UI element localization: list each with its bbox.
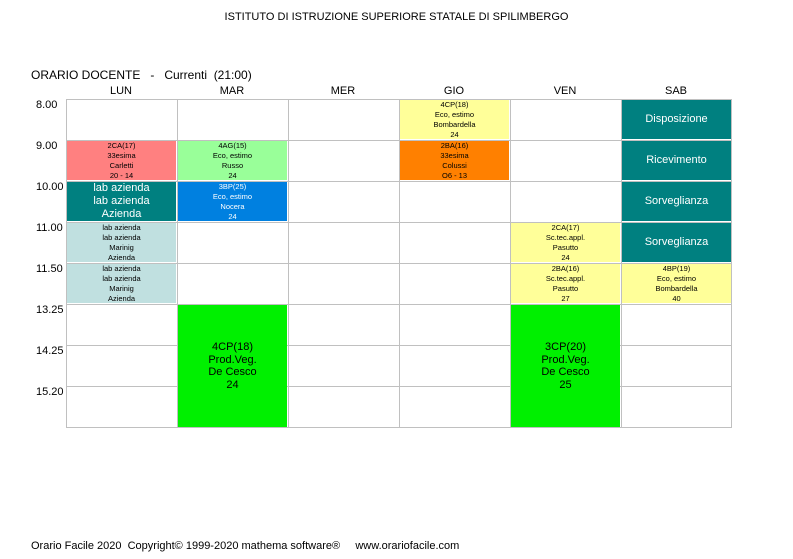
grid-line (66, 345, 732, 346)
school-title: ISTITUTO DI ISTRUZIONE SUPERIORE STATALE DI SPILIMBERGO (224, 11, 569, 23)
lesson-cell-gio-2[interactable]: 2BA(16) 33esima Colussi O6 - 13 (400, 141, 509, 180)
lesson-cell-sab-4[interactable]: Sorveglianza (622, 223, 731, 262)
grid-line (66, 386, 732, 387)
time-label: 10.00 (36, 181, 64, 193)
day-header-ven: VEN (553, 85, 577, 97)
report-title: ORARIO DOCENTE - Currenti (21:00) (31, 68, 252, 82)
day-header-mer: MER (330, 85, 356, 97)
day-header-lun: LUN (109, 85, 132, 97)
lesson-cell-lun-3[interactable]: lab azienda lab azienda Azienda (67, 182, 176, 221)
time-label: 8.00 (36, 99, 58, 111)
lesson-cell-sab-5[interactable]: 4BP(19) Eco, estimo Bombardella 40 (622, 264, 731, 303)
lesson-cell-sab-3[interactable]: Sorveglianza (622, 182, 731, 221)
lesson-cell-ven-4[interactable]: 2CA(17) Sc.tec.appl. Pasutto 24 (511, 223, 620, 262)
grid-line (66, 304, 732, 305)
time-label: 11.50 (36, 263, 63, 275)
day-header-sab: SAB (664, 85, 687, 97)
time-label: 9.00 (36, 140, 58, 152)
lesson-cell-mar-3[interactable]: 3BP(25) Eco, estimo Nocera 24 (178, 182, 287, 221)
time-label: 11.00 (36, 222, 63, 234)
lesson-cell-mar-2[interactable]: 4AG(15) Eco, estimo Russo 24 (178, 141, 287, 180)
day-header-gio: GIO (443, 85, 465, 97)
time-label: 15.20 (36, 386, 64, 398)
lesson-cell-sab-2[interactable]: Ricevimento (622, 141, 731, 180)
lesson-cell-lun-5[interactable]: lab azienda lab azienda Marinig Azienda (67, 264, 176, 303)
time-label: 14.25 (36, 345, 64, 357)
lesson-cell-mar-6[interactable]: 4CP(18) Prod.Veg. De Cesco 24 (178, 305, 287, 427)
footer-copyright: Orario Facile 2020 Copyright© 1999-2020 mathema software® www.orariofacile.com (31, 540, 460, 552)
lesson-cell-gio-1[interactable]: 4CP(18) Eco, estimo Bombardella 24 (400, 100, 509, 139)
lesson-cell-ven-6[interactable]: 3CP(20) Prod.Veg. De Cesco 25 (511, 305, 620, 427)
time-label: 13.25 (36, 304, 64, 316)
lesson-cell-lun-4[interactable]: lab azienda lab azienda Marinig Azienda (67, 223, 176, 262)
lesson-cell-sab-1[interactable]: Disposizione (622, 100, 731, 139)
day-header-mar: MAR (219, 85, 245, 97)
lesson-cell-lun-2[interactable]: 2CA(17) 33esima Carletti 20 - 14 (67, 141, 176, 180)
lesson-cell-ven-5[interactable]: 2BA(16) Sc.tec.appl. Pasutto 27 (511, 264, 620, 303)
